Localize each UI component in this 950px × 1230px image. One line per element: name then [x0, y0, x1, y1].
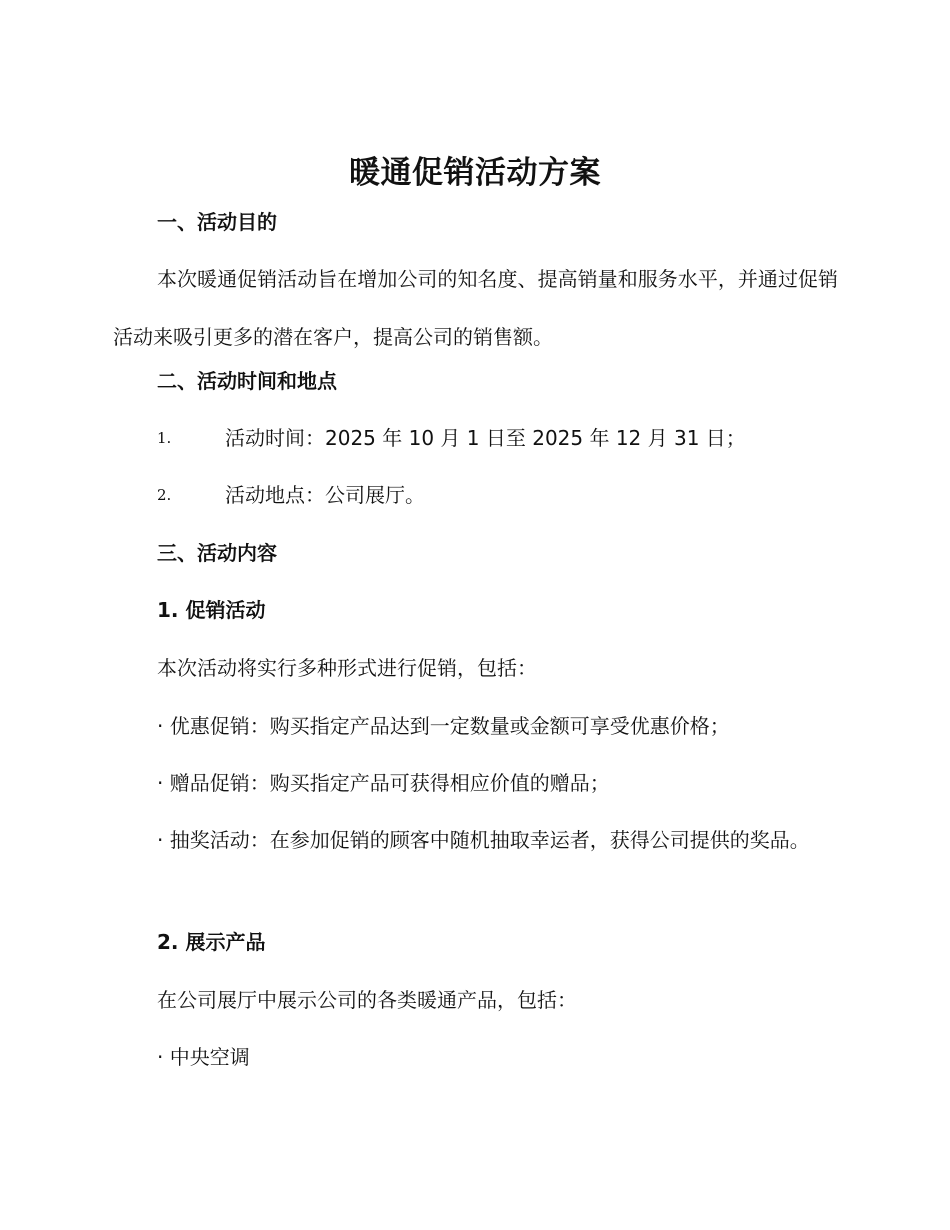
section-heading-time-place: 二、活动时间和地点: [157, 369, 337, 393]
document-title: 暖通促销活动方案: [349, 155, 601, 191]
section-heading-purpose: 一、活动目的: [157, 210, 277, 234]
products-intro: 在公司展厅中展示公司的各类暖通产品，包括：: [157, 988, 577, 1012]
promotion-intro: 本次活动将实行多种形式进行促销，包括：: [157, 656, 537, 680]
purpose-paragraph: 本次暖通促销活动旨在增加公司的知名度、提高销量和服务水平，并通过促销活动来吸引更多的潜在客户，提高公司的销售额。: [113, 267, 838, 349]
bullet-item-lottery: · 抽奖活动：在参加促销的顾客中随机抽取幸运者，获得公司提供的奖品。: [157, 828, 810, 852]
bullet-item-central-ac: · 中央空调: [157, 1045, 250, 1069]
list-number: 2.: [157, 486, 172, 504]
subsection-heading-promotion: 1. 促销活动: [157, 598, 266, 622]
bullet-item-discount: · 优惠促销：购买指定产品达到一定数量或金额可享受优惠价格；: [157, 714, 730, 738]
list-item-place: 活动地点：公司展厅。: [225, 483, 425, 507]
section-heading-content: 三、活动内容: [157, 541, 277, 565]
list-item-time: 活动时间：2025 年 10 月 1 日至 2025 年 12 月 31 日；: [225, 426, 746, 450]
subsection-heading-products: 2. 展示产品: [157, 930, 266, 954]
list-number: 1.: [157, 429, 172, 447]
bullet-item-gift: · 赠品促销：购买指定产品可获得相应价值的赠品；: [157, 771, 610, 795]
